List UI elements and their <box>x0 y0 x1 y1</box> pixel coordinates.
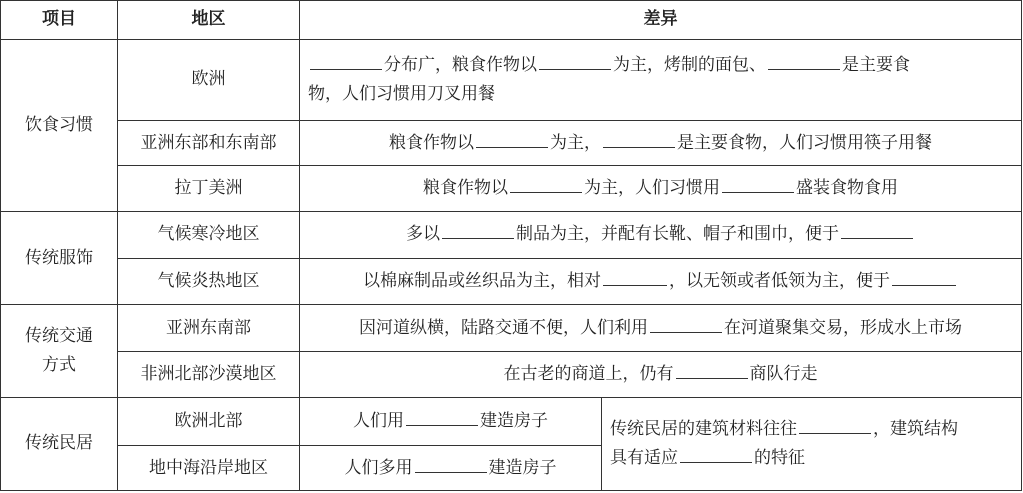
diff-text: ，建筑结构 <box>873 418 958 439</box>
region-latin-america: 拉丁美洲 <box>118 166 300 212</box>
diff-text: 盛装食物食用 <box>796 178 898 199</box>
diff-text: 因河道纵横，陆路交通不便，人们利用 <box>359 317 648 338</box>
diff-text: 为主，人们习惯用 <box>584 178 720 199</box>
region-mediterranean: 地中海沿岸地区 <box>118 446 300 491</box>
item-transport-line1: 传统交通 <box>25 325 93 346</box>
diff-text: 具有适应 <box>610 447 678 468</box>
diff-text: 为主，烤制的面包、 <box>613 54 766 75</box>
answer-blank[interactable] <box>510 175 582 193</box>
diff-text: 以棉麻制品或丝织品为主，相对 <box>363 270 601 291</box>
item-clothing: 传统服饰 <box>1 211 118 304</box>
diff-line <box>610 444 1017 473</box>
diff-text: 传统民居的建筑材料往往 <box>610 418 797 439</box>
diff-north-europe <box>300 397 602 446</box>
answer-blank[interactable] <box>892 268 956 286</box>
diff-hot <box>300 258 1022 305</box>
diff-text: 商队行走 <box>749 363 818 384</box>
diff-text: 的特征 <box>754 447 805 468</box>
answer-blank[interactable] <box>722 175 794 193</box>
table-row <box>1 305 1022 352</box>
item-transport-line2: 方式 <box>42 354 76 375</box>
region-hot: 气候炎热地区 <box>118 258 300 305</box>
diff-line <box>308 80 1017 109</box>
diff-text: 物，人们习惯用刀叉用餐 <box>308 83 495 104</box>
answer-blank[interactable] <box>415 455 487 473</box>
answer-blank[interactable] <box>680 445 752 463</box>
diff-se-asia <box>300 305 1022 352</box>
diff-cold <box>300 211 1022 258</box>
diff-text: 人们用 <box>353 410 404 431</box>
region-north-europe: 欧洲北部 <box>118 397 300 446</box>
diff-mediterranean <box>300 446 602 491</box>
table-row <box>1 397 1022 446</box>
answer-blank[interactable] <box>841 221 913 239</box>
answer-blank[interactable] <box>676 361 748 379</box>
diff-text: 制品为主，并配有长靴、帽子和围巾，便于 <box>516 224 839 245</box>
diff-text: 建造房子 <box>488 457 557 478</box>
answer-blank[interactable] <box>603 268 667 286</box>
table-row <box>1 211 1022 258</box>
diff-housing-shared <box>602 397 1022 490</box>
diff-line <box>610 415 1017 444</box>
item-diet: 饮食习惯 <box>1 39 118 211</box>
diff-line <box>308 51 1017 80</box>
diff-text: 粮食作物以 <box>389 132 474 153</box>
table-row <box>1 120 1022 166</box>
diff-text: 在河道聚集交易，形成水上市场 <box>724 317 962 338</box>
region-europe: 欧洲 <box>118 39 300 120</box>
diff-text: 多以 <box>406 224 440 245</box>
header-region: 地区 <box>118 1 300 40</box>
diff-east-asia <box>300 120 1022 166</box>
header-diff: 差异 <box>300 1 1022 40</box>
item-housing: 传统民居 <box>1 397 118 490</box>
diff-text: 是主要食物，人们习惯用筷子用餐 <box>677 132 932 153</box>
table-row <box>1 39 1022 120</box>
answer-blank[interactable] <box>603 130 675 148</box>
diff-sahara <box>300 351 1022 397</box>
answer-blank[interactable] <box>476 130 548 148</box>
answer-blank[interactable] <box>310 52 382 70</box>
diff-text: 为主， <box>550 132 601 153</box>
diff-latin-america <box>300 166 1022 212</box>
answer-blank[interactable] <box>442 221 514 239</box>
diff-text: 粮食作物以 <box>423 178 508 199</box>
answer-blank[interactable] <box>539 52 611 70</box>
diff-text: 人们多用 <box>344 457 413 478</box>
answer-blank[interactable] <box>799 416 871 434</box>
region-east-asia: 亚洲东部和东南部 <box>118 120 300 166</box>
table-row <box>1 351 1022 397</box>
header-row <box>1 1 1022 40</box>
answer-blank[interactable] <box>406 408 478 426</box>
region-sahara: 非洲北部沙漠地区 <box>118 351 300 397</box>
table-row <box>1 166 1022 212</box>
answer-blank[interactable] <box>650 315 722 333</box>
diff-text: 在古老的商道上，仍有 <box>503 363 674 384</box>
item-transport <box>1 305 118 397</box>
answer-blank[interactable] <box>768 52 840 70</box>
header-item: 项目 <box>1 1 118 40</box>
region-cold: 气候寒冷地区 <box>118 211 300 258</box>
region-se-asia: 亚洲东南部 <box>118 305 300 352</box>
diff-text: 建造房子 <box>480 410 548 431</box>
table-row <box>1 258 1022 305</box>
diff-text: 是主要食 <box>842 54 910 75</box>
diff-europe <box>300 39 1022 120</box>
diff-text: ，以无领或者低领为主，便于 <box>669 270 890 291</box>
diff-text: 分布广，粮食作物以 <box>384 54 537 75</box>
